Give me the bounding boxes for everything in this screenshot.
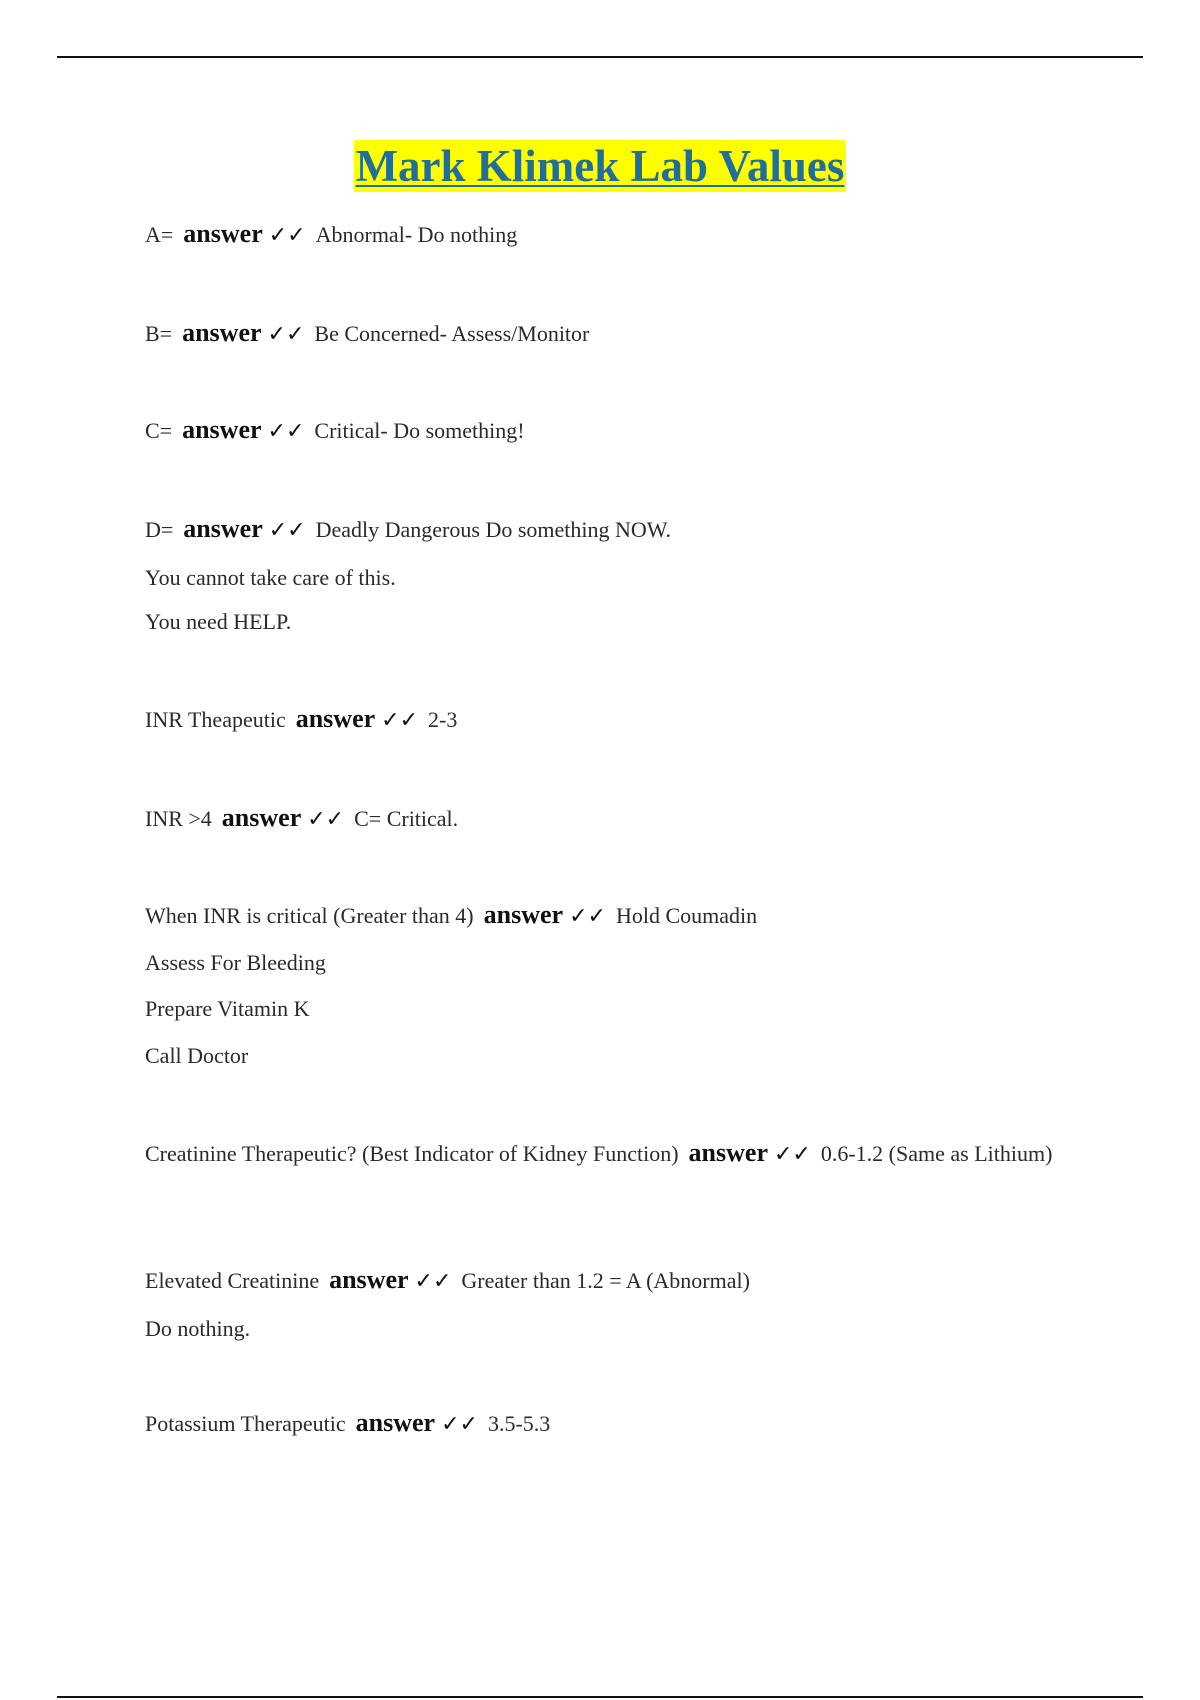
- answer-label: answer: [355, 1408, 436, 1437]
- answer-label: answer: [329, 1265, 409, 1294]
- qa-item-d: [145, 514, 1065, 546]
- answer-continuation: Prepare Vitamin K: [145, 996, 310, 1021]
- double-check-icon: ✓✓: [414, 1269, 452, 1294]
- question-text: Potassium Therapeutic: [145, 1411, 346, 1436]
- question-text: D=: [145, 517, 174, 542]
- answer-label: answer: [183, 514, 263, 543]
- double-check-icon: ✓✓: [268, 518, 306, 543]
- question-text: A=: [145, 222, 174, 247]
- answer-continuation: Do nothing.: [145, 1316, 251, 1341]
- bottom-rule: [57, 1696, 1143, 1698]
- question-text: INR Theapeutic: [145, 707, 286, 732]
- answer-label: answer: [483, 900, 564, 929]
- double-check-icon: ✓✓: [381, 708, 419, 733]
- question-text: B=: [145, 321, 173, 346]
- question-text: Elevated Creatinine: [145, 1268, 320, 1293]
- double-check-icon: ✓✓: [569, 904, 606, 929]
- answer-text: C= Critical.: [354, 806, 459, 831]
- qa-item-a: [145, 219, 1065, 251]
- answer-text: Deadly Dangerous Do something NOW.: [315, 517, 672, 542]
- answer-text: 0.6-1.2 (Same as Lithium): [820, 1141, 1053, 1166]
- double-check-icon: ✓✓: [441, 1412, 478, 1437]
- double-check-icon: ✓✓: [267, 419, 305, 444]
- double-check-icon: ✓✓: [268, 223, 306, 248]
- answer-label: answer: [183, 219, 263, 248]
- answer-text: 3.5-5.3: [487, 1411, 551, 1436]
- qa-item-potassium-therapeutic: [145, 1408, 1065, 1440]
- answer-text: Be Concerned- Assess/Monitor: [314, 321, 590, 346]
- top-rule: [57, 56, 1143, 58]
- question-text: INR >4: [145, 806, 212, 831]
- qa-item-elevated-creatinine: [145, 1265, 1065, 1297]
- answer-text: Greater than 1.2 = A (Abnormal): [461, 1268, 750, 1293]
- answer-label: answer: [182, 415, 262, 444]
- double-check-icon: ✓✓: [307, 807, 345, 832]
- answer-label: answer: [295, 704, 376, 733]
- answer-label: answer: [688, 1138, 768, 1167]
- question-text: Creatinine Therapeutic? (Best Indicator of Kidney Function): [145, 1141, 679, 1166]
- question-text: C=: [145, 418, 173, 443]
- answer-continuation: Assess For Bleeding: [145, 950, 326, 975]
- answer-continuation: You cannot take care of this.: [145, 565, 396, 590]
- answer-text: 2-3: [428, 707, 458, 732]
- qa-item-inr-therapeutic: [145, 704, 1065, 736]
- answer-continuation: You need HELP.: [145, 609, 292, 634]
- answer-label: answer: [221, 803, 302, 832]
- title-container: [0, 140, 1200, 192]
- qa-item-inr-critical: [145, 900, 1065, 932]
- qa-item-creatinine-therapeutic: [145, 1138, 1065, 1170]
- page-title: Mark Klimek Lab Values: [355, 141, 845, 191]
- answer-label: answer: [182, 318, 262, 347]
- double-check-icon: ✓✓: [773, 1142, 811, 1167]
- qa-item-inr-high: [145, 803, 1065, 835]
- answer-text: Abnormal- Do nothing: [315, 222, 518, 247]
- double-check-icon: ✓✓: [267, 322, 305, 347]
- answer-continuation: Call Doctor: [145, 1043, 249, 1068]
- qa-item-c: [145, 415, 1065, 447]
- qa-item-b: [145, 318, 1065, 350]
- answer-text: Critical- Do something!: [314, 418, 525, 443]
- question-text: When INR is critical (Greater than 4): [145, 903, 474, 928]
- answer-text: Hold Coumadin: [615, 903, 758, 928]
